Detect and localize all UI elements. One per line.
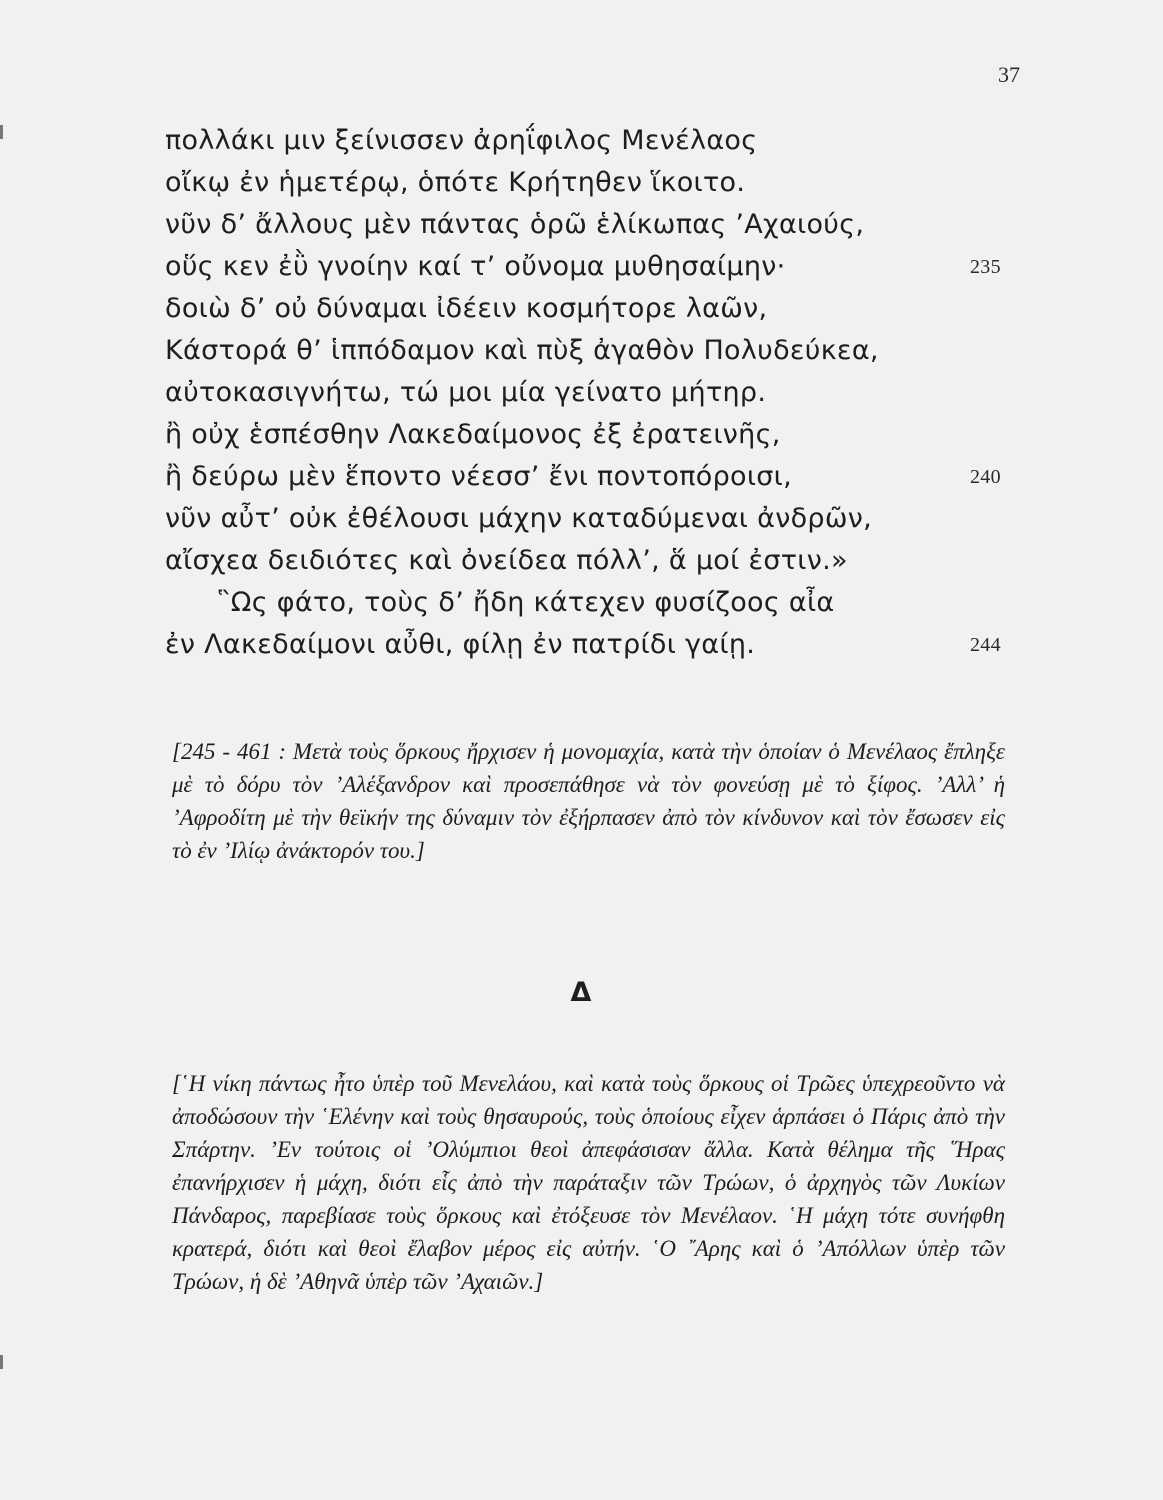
verse-line (165, 372, 1025, 414)
verse-line (165, 246, 1025, 288)
verse-line (165, 582, 1025, 624)
verse-text: αὐτοκασιγνήτω, τώ μοι μία γείνατο μήτηρ. (165, 377, 767, 408)
verse-line (165, 330, 1025, 372)
verse-text: οὕς κεν ἐῢ γνοίην καί τ’ οὔνομα μυθησαίμην· (165, 251, 786, 282)
verse-block (165, 120, 1025, 666)
verse-text: αἴσχεα δειδιότες καὶ ὀνείδεα πόλλ’, ἅ μοί ἐστιν.» (165, 545, 848, 576)
verse-line (165, 498, 1025, 540)
line-number: 244 (970, 634, 1001, 656)
verse-text: νῦν δ’ ἄλλους μὲν πάντας ὁρῶ ἑλίκωπας ’Αχαιούς, (165, 209, 865, 240)
summary-paragraph-1: [245 - 461 : Μετὰ τοὺς ὅρκους ἤρχισεν ἡ μονομαχία, κατὰ τὴν ὁποίαν ὁ Μενέλαος ἔπληξε μὲ τὸ δόρυ τὸν ’Αλέξανδρον καὶ προσεπάθησε νὰ τὸν φονεύσῃ μὲ τὸ ξίφος. ’Αλλ’ ἡ ’Αφροδίτη μὲ τὴν θεϊκήν της δύναμιν τὸν ἐξήρπασεν ἀπὸ τὸν κίνδυνον καὶ τὸν ἔσωσεν εἰς τὸ ἐν ’Ιλίῳ ἀνάκτορόν του.] (172, 739, 1005, 863)
verse-text: Κάστορά θ’ ἱππόδαμον καὶ πὺξ ἀγαθὸν Πολυδεύκεα, (165, 335, 879, 366)
left-margin-mark-bottom (0, 1355, 3, 1369)
verse-line (165, 414, 1025, 456)
book-heading: Δ (570, 977, 592, 1008)
verse-text: δοιὼ δ’ οὐ δύναμαι ἰδέειν κοσμήτορε λαῶν, (165, 293, 768, 324)
verse-text: πολλάκι μιν ξείνισσεν ἀρηΐφιλος Μενέλαος (165, 125, 758, 156)
verse-line (165, 204, 1025, 246)
summary-paragraph-2: [῾Η νίκη πάντως ἦτο ὑπὲρ τοῦ Μενελάου, καὶ κατὰ τοὺς ὅρκους οἱ Τρῶες ὑπεχρεοῦντο νὰ ἀποδώσουν τὴν ῾Ελένην καὶ τοὺς θησαυρούς, τοὺς ὁποίους εἶχεν ἁρπάσει ὁ Πάρις ἀπὸ τὴν Σπάρτην. ’Εν τούτοις οἱ ’Ολύμπιοι θεοὶ ἀπεφάσισαν ἄλλα. Κατὰ θέλημα τῆς ῞Ηρας ἐπανήρχισεν ἡ μάχη, διότι εἷς ἀπὸ τὴν παράταξιν τῶν Τρώων, ὁ ἀρχηγὸς τῶν Λυκίων Πάνδαρος, παρεβίασε τοὺς ὅρκους καὶ ἐτόξευσε τὸν Μενέλαον. ῾Η μάχη τότε συνήφθη κρατερά, διότι καὶ θεοὶ ἔλαβον μέρος εἰς αὐτήν. ῾Ο ῎Αρης καὶ ὁ ’Απόλλων ὑπὲρ τῶν Τρώων, ἡ δὲ ’Αθηνᾶ ὑπὲρ τῶν ’Αχαιῶν.] (172, 1071, 1005, 1294)
verse-text: ῝Ως φάτο, τοὺς δ’ ἤδη κάτεχεν φυσίζοος αἶα (217, 587, 835, 618)
verse-line (165, 288, 1025, 330)
page-number: 37 (998, 62, 1020, 87)
line-number: 240 (970, 466, 1001, 488)
verse-text: νῦν αὖτ’ οὐκ ἐθέλουσι μάχην καταδύμεναι ἀνδρῶν, (165, 503, 873, 534)
left-margin-mark-top (0, 125, 3, 139)
verse-text: οἴκῳ ἐν ἡμετέρῳ, ὁπότε Κρήτηθεν ἵκοιτο. (165, 167, 746, 198)
verse-text: ἢ δεύρω μὲν ἕποντο νέεσσ’ ἔνι ποντοπόροισι, (165, 461, 792, 492)
verse-text: ἢ οὐχ ἑσπέσθην Λακεδαίμονος ἐξ ἐρατεινῆς, (165, 419, 781, 450)
verse-line (165, 456, 1025, 498)
verse-line (165, 120, 1025, 162)
verse-line (165, 162, 1025, 204)
verse-line (165, 624, 1025, 666)
line-number: 235 (970, 256, 1001, 278)
verse-text: ἐν Λακεδαίμονι αὖθι, φίλῃ ἐν πατρίδι γαίῃ. (165, 629, 756, 660)
verse-line (165, 540, 1025, 582)
